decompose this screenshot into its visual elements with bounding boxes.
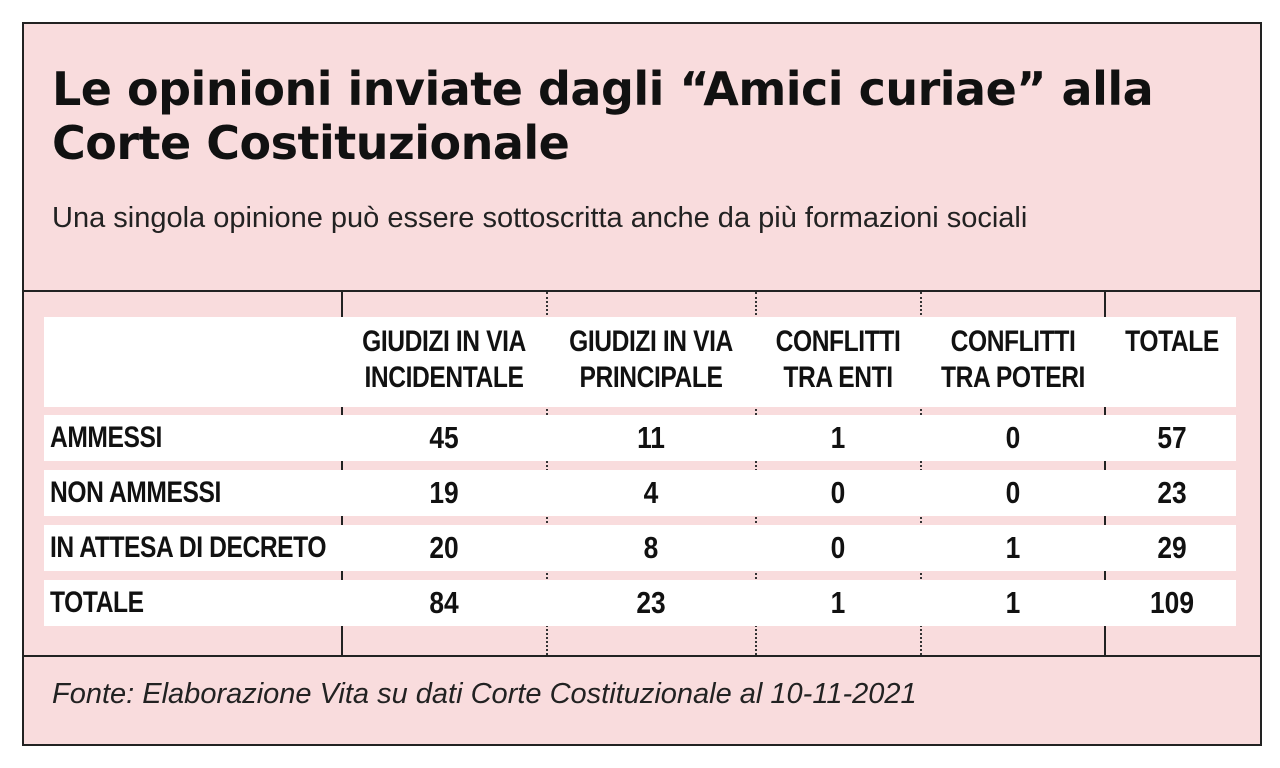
table-cell: 0	[830, 530, 846, 565]
table-cell: 1	[830, 420, 846, 455]
table-cell: 1	[1005, 530, 1021, 565]
table-cell: 109	[1150, 585, 1194, 620]
table-cell: 45	[429, 420, 459, 455]
source-note: Fonte: Elaborazione Vita su dati Corte Costituzionale al 10-11-2021	[52, 678, 917, 710]
column-header-line: GIUDIZI IN VIA	[569, 325, 733, 358]
column-header-line: TRA ENTI	[783, 361, 893, 394]
table-top-rule	[24, 290, 1260, 292]
column-header-totale	[1119, 324, 1226, 360]
table-cell: 1	[830, 585, 846, 620]
table-cell: 0	[1005, 420, 1021, 455]
column-header-line: PRINCIPALE	[579, 361, 723, 394]
row-label-ammessi: AMMESSI	[50, 421, 162, 454]
column-header-conflitti-poteri	[939, 324, 1087, 396]
row-label-in-attesa: IN ATTESA DI DECRETO	[50, 531, 327, 564]
table-cell: 0	[1005, 475, 1021, 510]
column-header-line: TOTALE	[1125, 325, 1219, 358]
table-cell: 57	[1157, 420, 1187, 455]
table-cell: 4	[643, 475, 659, 510]
table-bottom-rule	[24, 655, 1260, 657]
column-header-principale	[567, 324, 734, 396]
column-header-line: TRA POTERI	[941, 361, 1085, 394]
table-cell: 29	[1157, 530, 1187, 565]
column-header-line: CONFLITTI	[950, 325, 1076, 358]
table-cell: 23	[636, 585, 666, 620]
column-header-line: INCIDENTALE	[364, 361, 524, 394]
column-header-line: CONFLITTI	[775, 325, 901, 358]
table-cell: 20	[429, 530, 459, 565]
table-cell: 1	[1005, 585, 1021, 620]
chart-subtitle: Una singola opinione può essere sottoscritta anche da più formazioni sociali	[52, 202, 1028, 234]
table-cell: 23	[1157, 475, 1187, 510]
table-cell: 19	[429, 475, 459, 510]
infographic-card	[22, 22, 1262, 746]
column-header-incidentale	[362, 324, 526, 396]
column-header-line: GIUDIZI IN VIA	[362, 325, 526, 358]
row-label-non-ammessi: NON AMMESSI	[50, 476, 221, 509]
table-cell: 0	[830, 475, 846, 510]
table-cell: 8	[643, 530, 659, 565]
chart-title: Le opinioni inviate dagli “Amici curiae” alla Corte Costituzionale	[52, 62, 1154, 170]
table-cell: 11	[637, 420, 665, 455]
row-label-totale: TOTALE	[50, 586, 144, 619]
table-cell: 84	[429, 585, 459, 620]
column-header-conflitti-enti	[772, 324, 903, 396]
